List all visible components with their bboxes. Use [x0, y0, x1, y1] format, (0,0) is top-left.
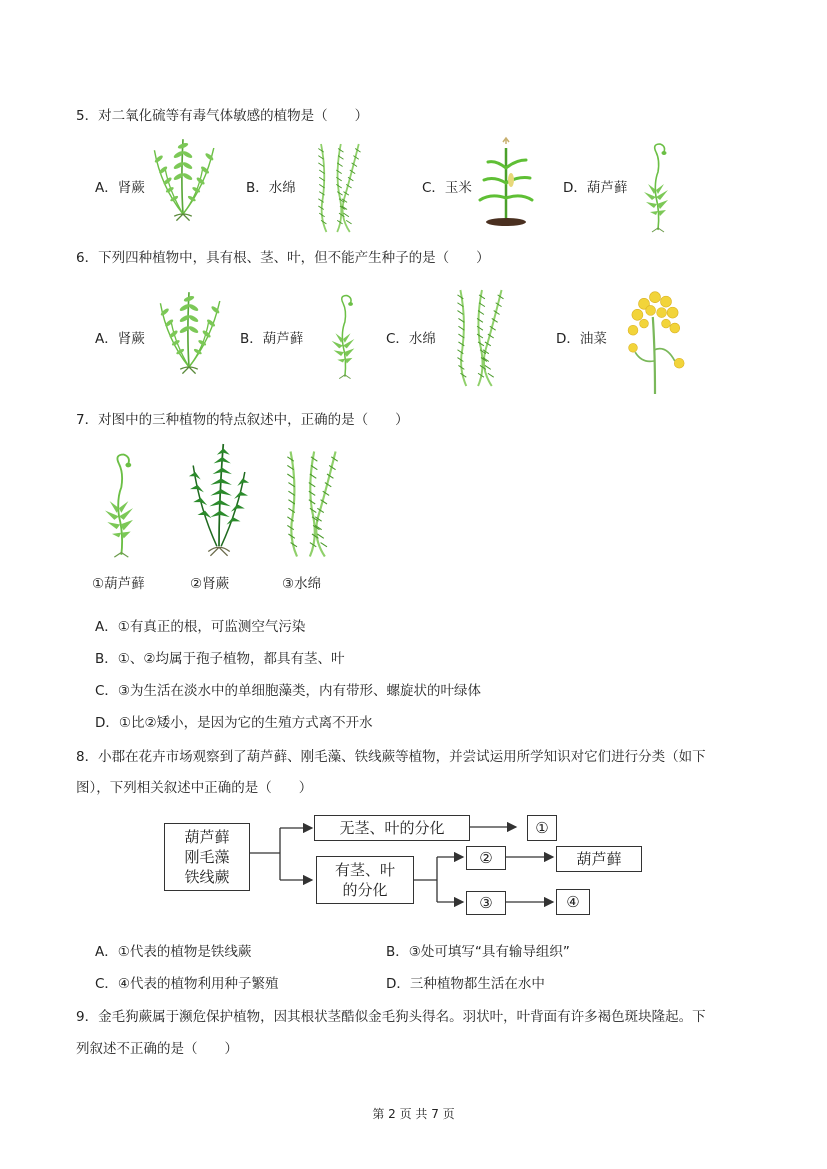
question-5-stem: 5．对二氧化硫等有毒气体敏感的植物是（ ） [76, 108, 369, 124]
diagram-top-branch-box: 无茎、叶的分化 [314, 815, 470, 841]
moss-illustration [326, 292, 360, 384]
diagram-node-3: ③ [466, 891, 506, 915]
source-line-1: 葫芦藓 [184, 828, 230, 846]
question-9-stem-line2: 列叙述不正确的是（ ） [76, 1041, 238, 1057]
diagram-source-box [164, 823, 250, 891]
q7-option-b: B．①、②均属于孢子植物，都具有茎、叶 [95, 651, 345, 667]
diagram-bottom-branch-box [316, 856, 414, 904]
q5-option-a: A．肾蕨 [95, 180, 145, 196]
fern-illustration [156, 288, 222, 380]
moss-illustration [98, 452, 140, 562]
question-7-stem: 7．对图中的三种植物的特点叙述中，正确的是（ ） [76, 412, 409, 428]
q8-option-c: C．④代表的植物利用种子繁殖 [95, 976, 279, 992]
fern-illustration [186, 444, 252, 558]
bottom-branch-line-2: 的分化 [342, 881, 388, 899]
q7-caption-1: ①葫芦藓 [92, 576, 145, 592]
q6-option-c: C．水绵 [386, 331, 436, 347]
q7-option-c: C．③为生活在淡水中的单细胞藻类，内有带形、螺旋状的叶绿体 [95, 683, 482, 699]
moss-illustration [638, 142, 674, 236]
fern-illustration [150, 136, 216, 226]
diagram-node-2: ② [466, 846, 506, 870]
diagram-node-4: ④ [556, 889, 590, 915]
question-8-stem-line2: 图），下列相关叙述中正确的是（ ） [76, 780, 313, 796]
q8-option-d: D．三种植物都生活在水中 [386, 976, 545, 992]
source-line-2: 刚毛藻 [184, 848, 230, 866]
q8-option-b: B．③处可填写“具有输导组织” [386, 944, 570, 960]
q6-option-a: A．肾蕨 [95, 331, 145, 347]
question-8-stem-line1: 8．小郡在花卉市场观察到了葫芦藓、刚毛藻、铁线蕨等植物，并尝试运用所学知识对它们进行分类（如下 [76, 749, 706, 765]
q5-option-c: C．玉米 [422, 180, 472, 196]
q6-option-d: D．油菜 [556, 331, 607, 347]
corn-illustration [476, 137, 536, 229]
source-line-3: 铁线蕨 [184, 868, 230, 886]
q7-option-a: A．①有真正的根，可监测空气污染 [95, 619, 306, 635]
spirogyra-illustration [302, 144, 376, 232]
rape-flower-illustration [620, 284, 690, 394]
q7-caption-3: ③水绵 [282, 576, 322, 592]
question-9-stem-line1: 9．金毛狗蕨属于濒危保护植物，因其根状茎酷似金毛狗头得名。羽状叶，叶背面有许多褐色斑块隆起。下 [76, 1009, 706, 1025]
q5-option-d: D．葫芦藓 [563, 180, 628, 196]
diagram-node-1: ① [527, 815, 557, 841]
page-number-footer: 第 2 页 共 7 页 [372, 1107, 455, 1121]
spirogyra-illustration [282, 450, 342, 558]
spirogyra-illustration [442, 290, 518, 386]
q7-caption-2: ②肾蕨 [190, 576, 230, 592]
bottom-branch-line-1: 有茎、叶 [334, 861, 395, 879]
q5-option-b: B．水绵 [246, 180, 296, 196]
diagram-leaf-box: 葫芦藓 [556, 846, 642, 872]
question-6-stem: 6．下列四种植物中，具有根、茎、叶，但不能产生种子的是（ ） [76, 250, 490, 266]
q7-option-d: D．①比②矮小，是因为它的生殖方式离不开水 [95, 715, 373, 731]
q6-option-b: B．葫芦藓 [240, 331, 304, 347]
q8-option-a: A．①代表的植物是铁线蕨 [95, 944, 252, 960]
